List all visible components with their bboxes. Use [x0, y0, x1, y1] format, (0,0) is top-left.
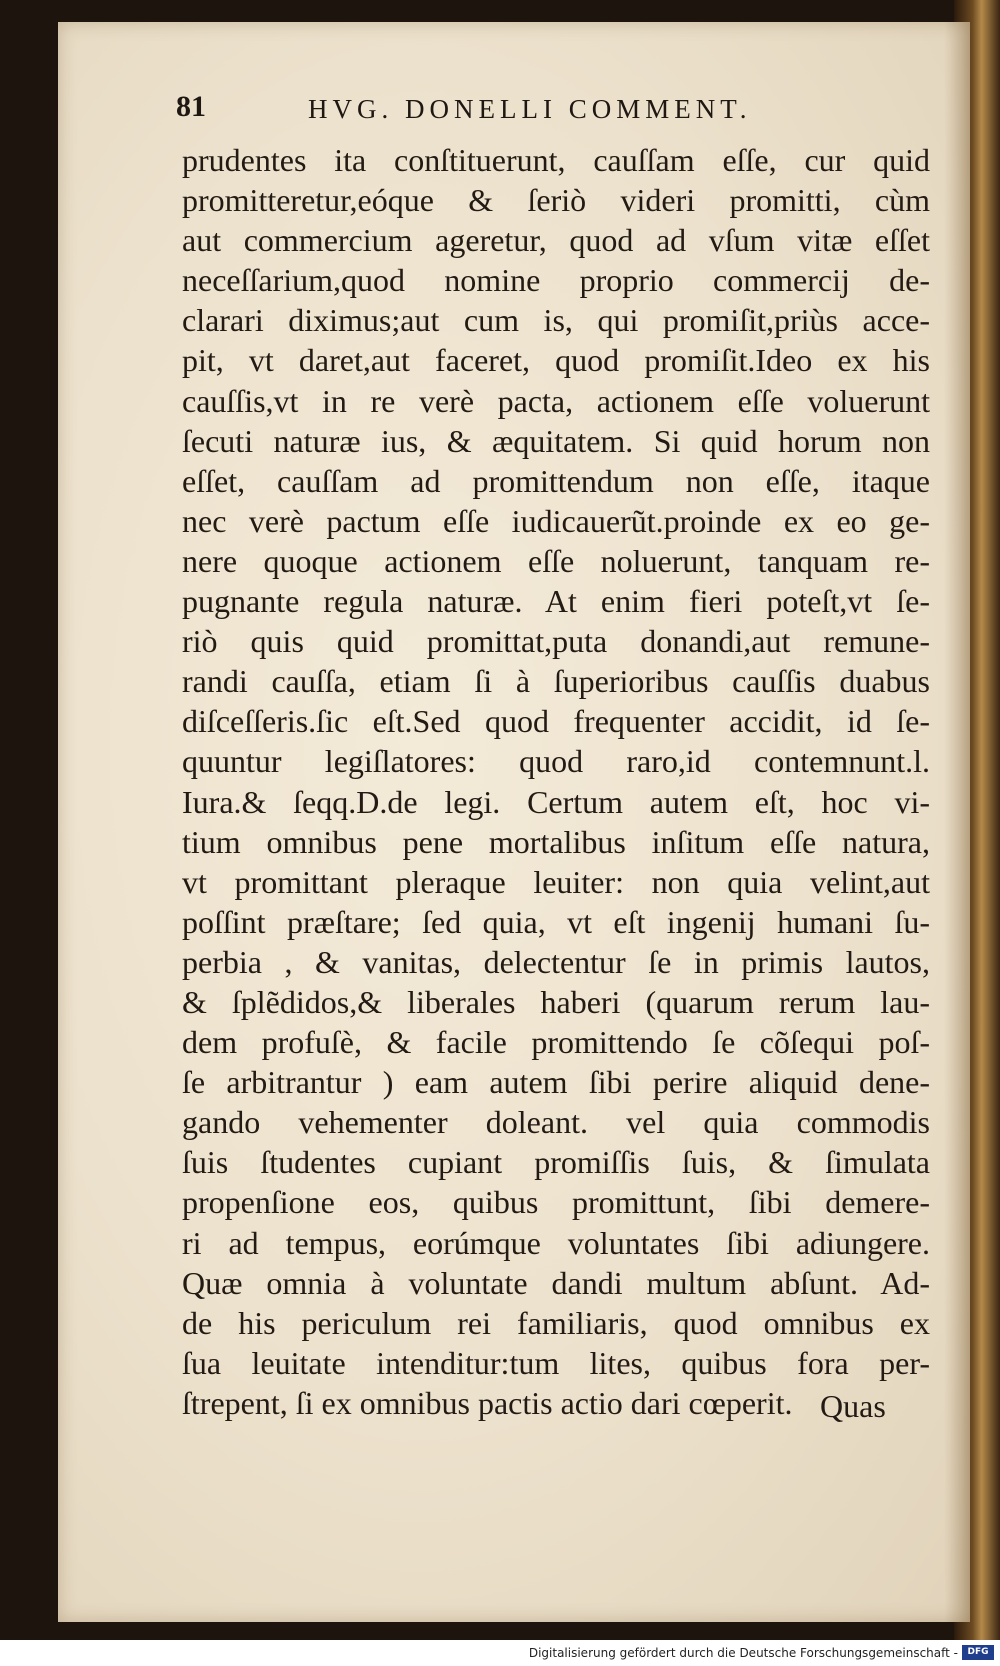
text-line: perbia , & vanitas, delectentur ſe in primis lautos,: [182, 943, 930, 980]
text-line: ſua leuitate intenditur:tum lites, quibus fora per-: [182, 1344, 930, 1381]
text-line: nere quoque actionem eſſe noluerunt, tanquam re-: [182, 542, 930, 579]
page-header: [118, 88, 838, 136]
text-line: diſceſſeris.ſic eſt.Sed quod frequenter accidit, id ſe-: [182, 703, 930, 740]
text-line: ſecuti naturæ ius, & æquitatem. Si quid horum non: [182, 422, 930, 459]
text-line: pit, vt daret,aut faceret, quod promiſit.Ideo ex his: [182, 342, 930, 379]
text-line: vt promittant pleraque leuiter: non quia velint,aut: [182, 863, 930, 900]
text-line: clarari diximus;aut cum is, qui promiſit,priùs acce-: [182, 302, 930, 339]
text-line: Iura.& ſeqq.D.de legi. Certum autem eſt, hoc vi-: [182, 783, 930, 820]
footer-bar: [0, 1640, 1000, 1666]
text-line: dem profuſè, & facile promittendo ſe cõſequi poſ-: [182, 1024, 930, 1061]
text-line: poſſint præſtare; ſed quia, vt eſt ingenij humani ſu-: [182, 903, 930, 940]
text-line: gando vehementer doleant. vel quia commodis: [182, 1104, 930, 1141]
text-line: & ſplẽdidos,& liberales haberi (quarum rerum lau-: [182, 983, 930, 1020]
text-line: ri ad tempus, eorúmque voluntates ſibi adiungere.: [182, 1224, 930, 1261]
footer-credit: Digitalisierung gefördert durch die Deutsche Forschungsgemeinschaft -: [528, 1646, 958, 1660]
page-fold-shadow: [944, 22, 970, 1622]
text-line: neceſſarium,quod nomine proprio commercij de-: [182, 262, 930, 299]
text-line: ſuis ſtudentes cupiant promiſſis ſuis, & ſimulata: [182, 1144, 930, 1181]
text-line: de his periculum rei familiaris, quod omnibus ex: [182, 1304, 930, 1341]
dfg-logo: DFG: [962, 1645, 994, 1660]
text-line: eſſet, cauſſam ad promittendum non eſſe, itaque: [182, 462, 930, 499]
page-number: 81: [176, 90, 206, 123]
text-line: propenſione eos, quibus promittunt, ſibi demere-: [182, 1184, 930, 1221]
text-line: cauſſis,vt in re verè pacta, actionem eſſe voluerunt: [182, 382, 930, 419]
text-line: ſe arbitrantur ) eam autem ſibi perire aliquid dene-: [182, 1064, 930, 1101]
text-line: aut commercium ageretur, quod ad vſum vitæ eſſet: [182, 222, 930, 259]
text-line: promitteretur,eóque & ſeriò videri promitti, cùm: [182, 182, 930, 219]
running-title: HVG. DONELLI COMMENT.: [308, 94, 752, 124]
text-line: randi cauſſa, etiam ſi à ſuperioribus cauſſis duabus: [182, 663, 930, 700]
text-line: Quæ omnia à voluntate dandi multum abſunt. Ad-: [182, 1264, 930, 1301]
text-line: pugnante regula naturæ. At enim fieri poteſt,vt ſe-: [182, 583, 930, 620]
text-line: ſtrepent, ſi ex omnibus pactis actio dari cœperit.: [182, 1384, 793, 1421]
text-line: prudentes ita conſtituerunt, cauſſam eſſe, cur quid: [182, 142, 930, 178]
text-line: tium omnibus pene mortalibus inſitum eſſe natura,: [182, 823, 930, 860]
text-line: nec verè pactum eſſe iudicauerũt.proinde ex eo ge-: [182, 502, 930, 539]
body-text: [182, 140, 930, 1423]
catchword: Quas: [820, 1388, 886, 1424]
text-line: quuntur legiſlatores: quod raro,id contemnunt.l.: [182, 743, 930, 780]
text-line: riò quis quid promittat,puta donandi,aut remune-: [182, 623, 930, 660]
